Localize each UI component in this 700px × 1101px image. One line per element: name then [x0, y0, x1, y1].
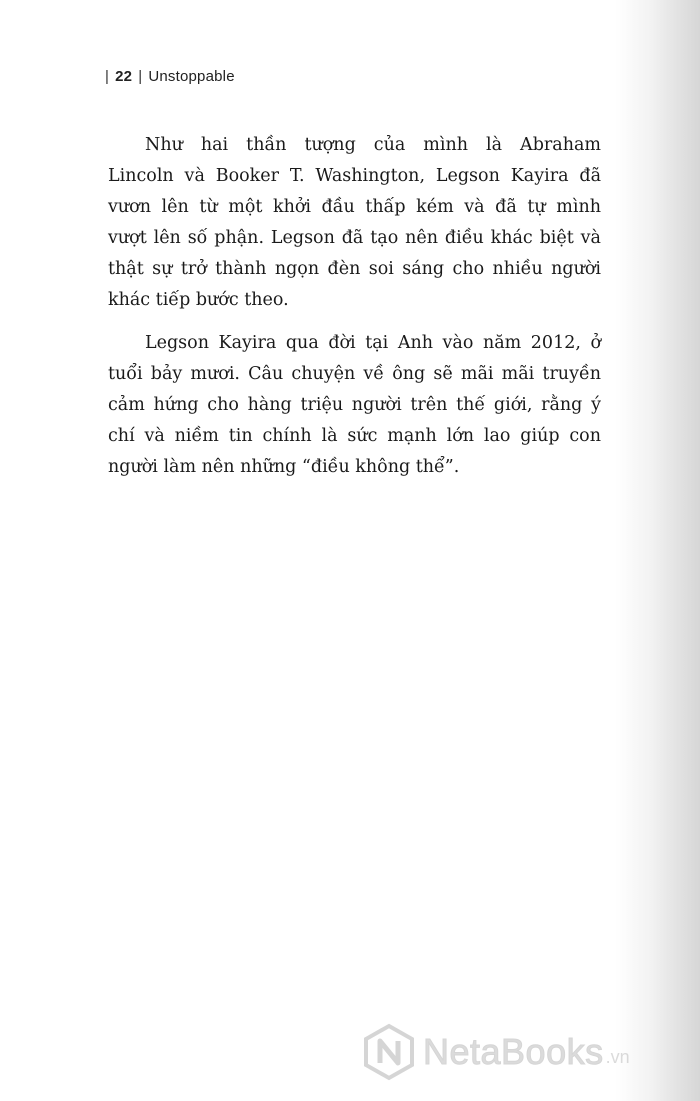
text-line: Legson Kayira qua đời tại Anh vào năm 2012, ở: [145, 333, 601, 353]
paragraph: [108, 328, 601, 483]
text-line: chí và niềm tin chính là sức mạnh lớn lao giúp con: [108, 426, 601, 446]
page-number: 22: [115, 68, 133, 85]
watermark-brand: NetaBooks: [423, 1031, 604, 1072]
watermark: [363, 1022, 630, 1082]
text-line: vươn lên từ một khởi đầu thấp kém và đã tự mình: [108, 197, 601, 217]
book-title: Unstoppable: [148, 68, 235, 85]
text-line: vượt lên số phận. Legson đã tạo nên điều khác biệt và: [108, 228, 601, 248]
paragraph: [108, 130, 601, 316]
hexagon-n-logo-icon: [363, 1023, 415, 1081]
watermark-suffix: .vn: [605, 1047, 630, 1067]
running-header: [105, 68, 235, 85]
text-line: người làm nên những “điều không thể”.: [108, 457, 460, 477]
text-line: Lincoln và Booker T. Washington, Legson Kayira đã: [108, 166, 601, 186]
text-line: Như hai thần tượng của mình là Abraham: [145, 135, 601, 155]
text-line: tuổi bảy mươi. Câu chuyện về ông sẽ mãi mãi truyền: [108, 364, 601, 384]
header-divider: |: [105, 68, 110, 85]
header-divider: |: [138, 68, 143, 85]
text-line: khác tiếp bước theo.: [108, 290, 289, 310]
text-line: cảm hứng cho hàng triệu người trên thế giới, rằng ý: [108, 395, 601, 415]
body-text: [108, 130, 601, 483]
text-line: thật sự trở thành ngọn đèn soi sáng cho nhiều người: [108, 259, 601, 279]
